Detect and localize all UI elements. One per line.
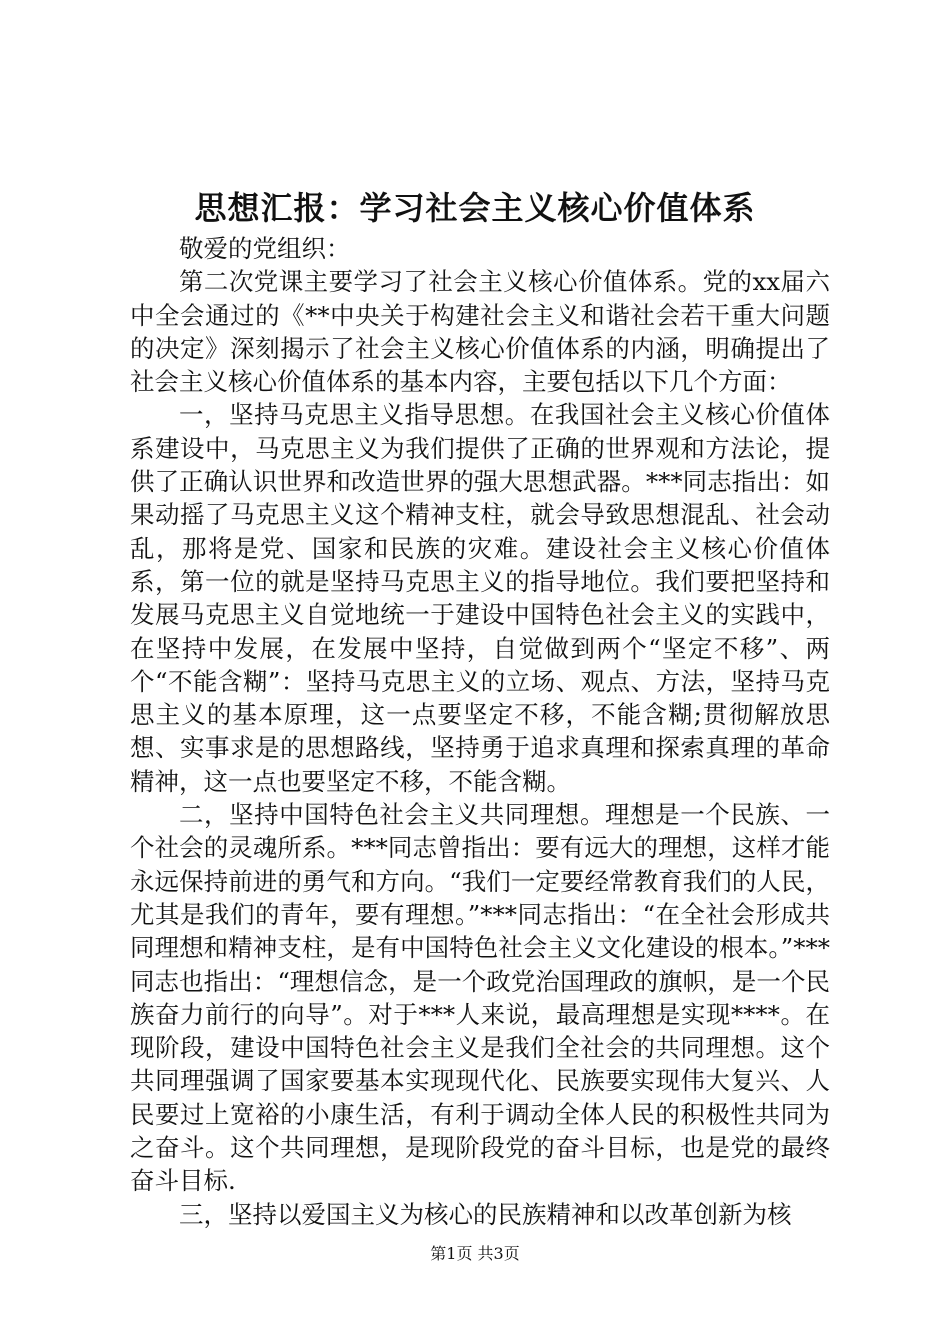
page-number-footer: 第1页 共3页 [430,1244,520,1263]
paragraph-national-spirit: 三，坚持以爱国主义为核心的民族精神和以改革创新为核 [179,1199,792,1229]
document-body [130,232,830,1231]
salutation: 敬爱的党组织： [179,234,351,263]
document-title: 思想汇报：学习社会主义核心价值体系 [194,189,756,227]
paragraph-common-ideal: 二，坚持中国特色社会主义共同理想。理想是一个民族、一个社会的灵魂所系。***同志曾指出：要有远大的理想，这样才能永远保持前进的勇气和方向。“我们一定要经常教育我们的人民，尤其是我们的青年，要有理想。”***同志指出：“在全社会形成共同理想和精神支柱，是有中国特色社会主义文化建设的根本。”***同志也指出：“理想信念，是一个政党治国理政的旗帜，是一个民族奋力前行的向导”。对于***人来说，最高理想是实现****。在现阶段，建设中国特色社会主义是我们全社会的共同理想。这个共同理强调了国家要基本实现现代化、民族要实现伟大复兴、人民要过上宽裕的小康生活，有利于调动全体人民的积极性共同为之奋斗。这个共同理想，是现阶段党的奋斗目标，也是党的最终奋斗目标. [130,800,830,1196]
paragraph-intro: 第二次党课主要学习了社会主义核心价值体系。党的xx届六中全会通过的《**中央关于构建社会主义和谐社会若干重大问题的决定》深刻揭示了社会主义核心价值体系的内涵，明确提出了社会主义核心价值体系的基本内容，主要包括以下几个方面： [130,267,830,397]
paragraph-marxism: 一，坚持马克思主义指导思想。在我国社会主义核心价值体系建设中，马克思主义为我们提供了正确的世界观和方法论，提供了正确认识世界和改造世界的强大思想武器。***同志指出：如果动摇了马克思主义这个精神支柱，就会导致思想混乱、社会动乱，那将是党、国家和民族的灾难。建设社会主义核心价值体系，第一位的就是坚持马克思主义的指导地位。我们要把坚持和发展马克思主义自觉地统一于建设中国特色社会主义的实践中，在坚持中发展，在发展中坚持，自觉做到两个“坚定不移”、两个“不能含糊”：坚持马克思主义的立场、观点、方法，坚持马克思主义的基本原理，这一点要坚定不移，不能含糊;贯彻解放思想、实事求是的思想路线，坚持勇于追求真理和探索真理的革命精神，这一点也要坚定不移，不能含糊。 [130,400,830,796]
